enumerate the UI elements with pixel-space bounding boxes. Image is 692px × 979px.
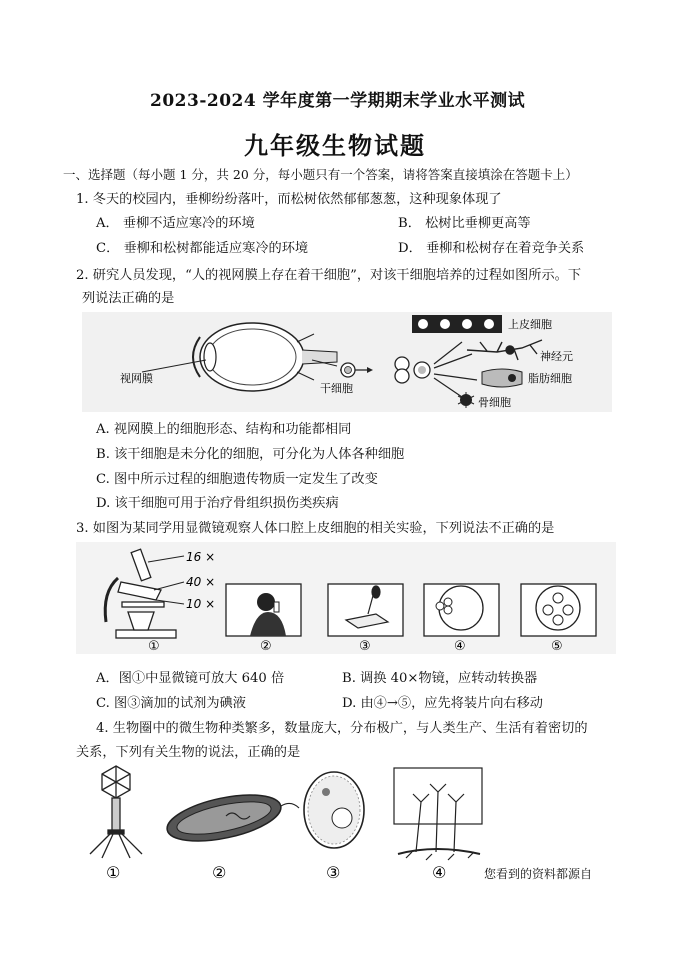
q3-option-d: D. 由④→⑤，应先将装片向右移动 (342, 696, 543, 711)
label-stem-cell: 干细胞 (320, 382, 353, 395)
q2-option-d: D. 该干细胞可用于治疗骨组织损伤类疾病 (96, 496, 339, 511)
label-neuron: 神经元 (540, 350, 573, 363)
label-fat-cell: 脂肪细胞 (528, 372, 572, 385)
bacterium-illustration (163, 786, 299, 849)
fig-label-4: ④ (454, 639, 466, 654)
q1-stem: 1. 冬天的校园内，垂柳纷纷落叶，而松树依然郁郁葱葱，这种现象体现了 (76, 192, 502, 207)
mag-16x: 16 × (186, 550, 216, 564)
bacteriophage-illustration (90, 766, 142, 858)
q4-fig-label-3: ③ (326, 863, 341, 882)
q4-fig-label-1: ① (106, 863, 121, 882)
q1-option-d: D． 垂柳和松树存在着竞争关系 (398, 241, 585, 256)
q1-option-a: A． 垂柳不适应寒冷的环境 (96, 216, 255, 231)
q4-stem-line2: 关系，下列有关生物的说法，正确的是 (76, 745, 301, 760)
microscope-experiment-diagram (76, 542, 616, 654)
watermark-text: 您看到的资料都源自 (484, 867, 593, 881)
q4-fig-label-4: ④ (432, 863, 447, 882)
q2-option-b: B. 该干细胞是未分化的细胞，可分化为人体各种细胞 (96, 447, 405, 462)
label-epithelial: 上皮细胞 (508, 318, 552, 331)
stem-cell (341, 363, 355, 377)
q3-option-c: C. 图③滴加的试剂为碘液 (96, 696, 246, 711)
exam-title: 2023-2024 学年度第一学期期末学业水平测试 (150, 91, 526, 111)
q4-stem-line1: 4. 生物圈中的微生物种类繁多，数量庞大，分布极广，与人类生产、生活有着密切的 (96, 721, 588, 736)
stem-cell-diagram (82, 312, 612, 412)
fig-label-2: ② (260, 639, 272, 654)
q2-stem-line1: 2. 研究人员发现，“人的视网膜上存在着干细胞”，对该干细胞培养的过程如图所示。下 (76, 268, 582, 283)
q3-option-a: A．图①中显微镜可放大 640 倍 (96, 671, 285, 686)
q1-option-c: C． 垂柳和松树都能适应寒冷的环境 (96, 241, 309, 256)
label-retina: 视网膜 (120, 372, 153, 385)
q3-figure (76, 542, 616, 654)
q2-figure (82, 312, 612, 412)
q3-stem: 3. 如图为某同学用显微镜观察人体口腔上皮细胞的相关实验，下列说法不正确的是 (76, 521, 555, 536)
epithelial-cells (412, 315, 502, 333)
q2-stem-line2: 列说法正确的是 (82, 291, 175, 306)
mold-illustration (394, 768, 482, 860)
q3-option-b: B. 调换 40×物镜，应转动转换器 (342, 671, 538, 686)
section-heading: 一、选择题（每小题 1 分，共 20 分，每小题只有一个答案，请将答案直接填涂在答题卡上） (63, 167, 578, 182)
q1-option-b: B． 松树比垂柳更高等 (398, 216, 531, 231)
fig-label-1: ① (148, 639, 160, 654)
fig-label-3: ③ (359, 639, 371, 654)
label-bone-cell: 骨细胞 (478, 396, 511, 409)
yeast-cell-illustration (304, 772, 364, 848)
q2-option-c: C. 图中所示过程的细胞遗传物质一定发生了改变 (96, 472, 378, 487)
q4-fig-label-2: ② (212, 863, 227, 882)
q2-option-a: A. 视网膜上的细胞形态、结构和功能都相同 (96, 422, 352, 437)
mag-40x: 40 × (186, 575, 216, 589)
exam-subtitle: 九年级生物试题 (244, 131, 426, 160)
mag-10x: 10 × (186, 597, 216, 611)
fat-cell (482, 369, 522, 387)
fig-label-5: ⑤ (551, 639, 563, 654)
